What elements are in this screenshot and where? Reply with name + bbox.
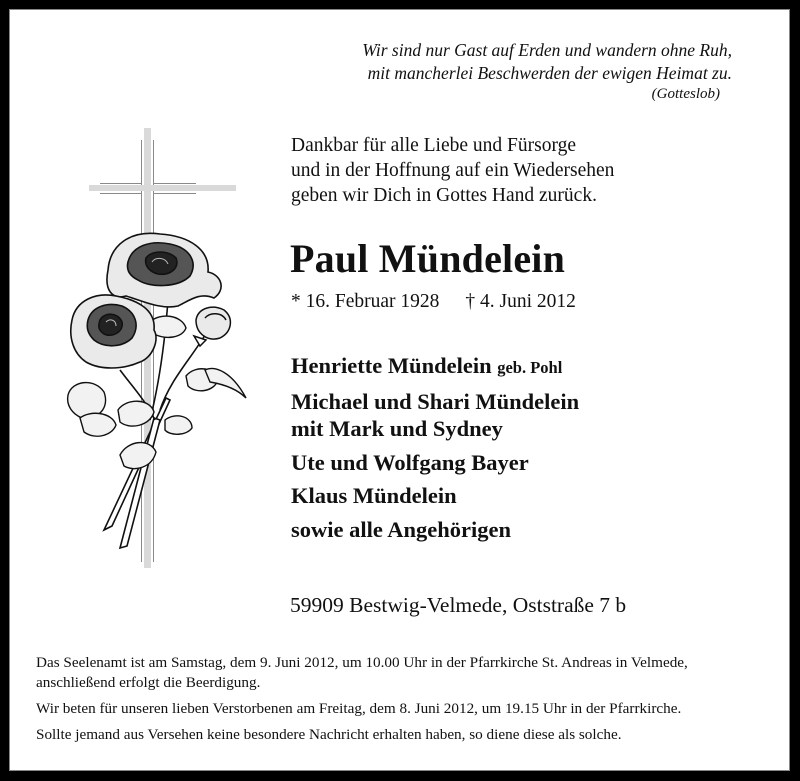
mourners-list bbox=[291, 352, 579, 543]
prayer-note: Wir beten für unseren lieben Verstorbenen am Freitag, dem 8. Juni 2012, um 19.15 Uhr in der Pfarrkirche. bbox=[36, 700, 682, 717]
gratitude-line-1: Dankbar für alle Liebe und Fürsorge bbox=[291, 135, 577, 156]
motto-line-2: mit mancherlei Beschwerden der ewigen Heimat zu. bbox=[367, 63, 732, 83]
gratitude-line-3: geben wir Dich in Gottes Hand zurück. bbox=[291, 185, 597, 206]
mourner-others: sowie alle Angehörigen bbox=[291, 516, 511, 542]
mourner-family-3: Ute und Wolfgang Bayer bbox=[291, 449, 529, 475]
family-address: 59909 Bestwig-Velmede, Oststraße 7 b bbox=[290, 593, 627, 617]
gratitude-text bbox=[291, 133, 614, 208]
requiem-line-2: anschließend erfolgt die Beerdigung. bbox=[36, 674, 261, 691]
mourner-family-2-line-2: mit Mark und Sydney bbox=[291, 416, 503, 441]
widow-maiden-name: geb. Pohl bbox=[497, 358, 563, 377]
death-date: † 4. Juni 2012 bbox=[465, 291, 576, 312]
mourner-family-2-line-1: Michael und Shari Mündelein bbox=[291, 388, 580, 414]
requiem-line-1: Das Seelenamt ist am Samstag, dem 9. Juni 2012, um 10.00 Uhr in der Pfarrkirche St. Andreas in Velmede, bbox=[36, 654, 688, 671]
widow-name: Henriette Mündelein bbox=[291, 353, 492, 378]
disclaimer-note: Sollte jemand aus Versehen keine besondere Nachricht erhalten haben, so diene diese als solche. bbox=[36, 726, 622, 743]
deceased-name: Paul Mündelein bbox=[290, 236, 566, 281]
gratitude-line-2: und in der Hoffnung auf ein Wiedersehen bbox=[291, 160, 615, 181]
mourner-widow bbox=[291, 352, 579, 382]
motto-line-1: Wir sind nur Gast auf Erden und wandern ohne Ruh, bbox=[362, 40, 732, 60]
service-notes bbox=[36, 653, 688, 745]
motto-verse bbox=[300, 39, 732, 85]
life-dates bbox=[291, 290, 576, 314]
motto-source: (Gotteslob) bbox=[651, 86, 720, 102]
mourner-family-4: Klaus Mündelein bbox=[291, 483, 457, 508]
birth-date: * 16. Februar 1928 bbox=[291, 291, 440, 312]
cross-with-roses-icon bbox=[60, 120, 260, 580]
